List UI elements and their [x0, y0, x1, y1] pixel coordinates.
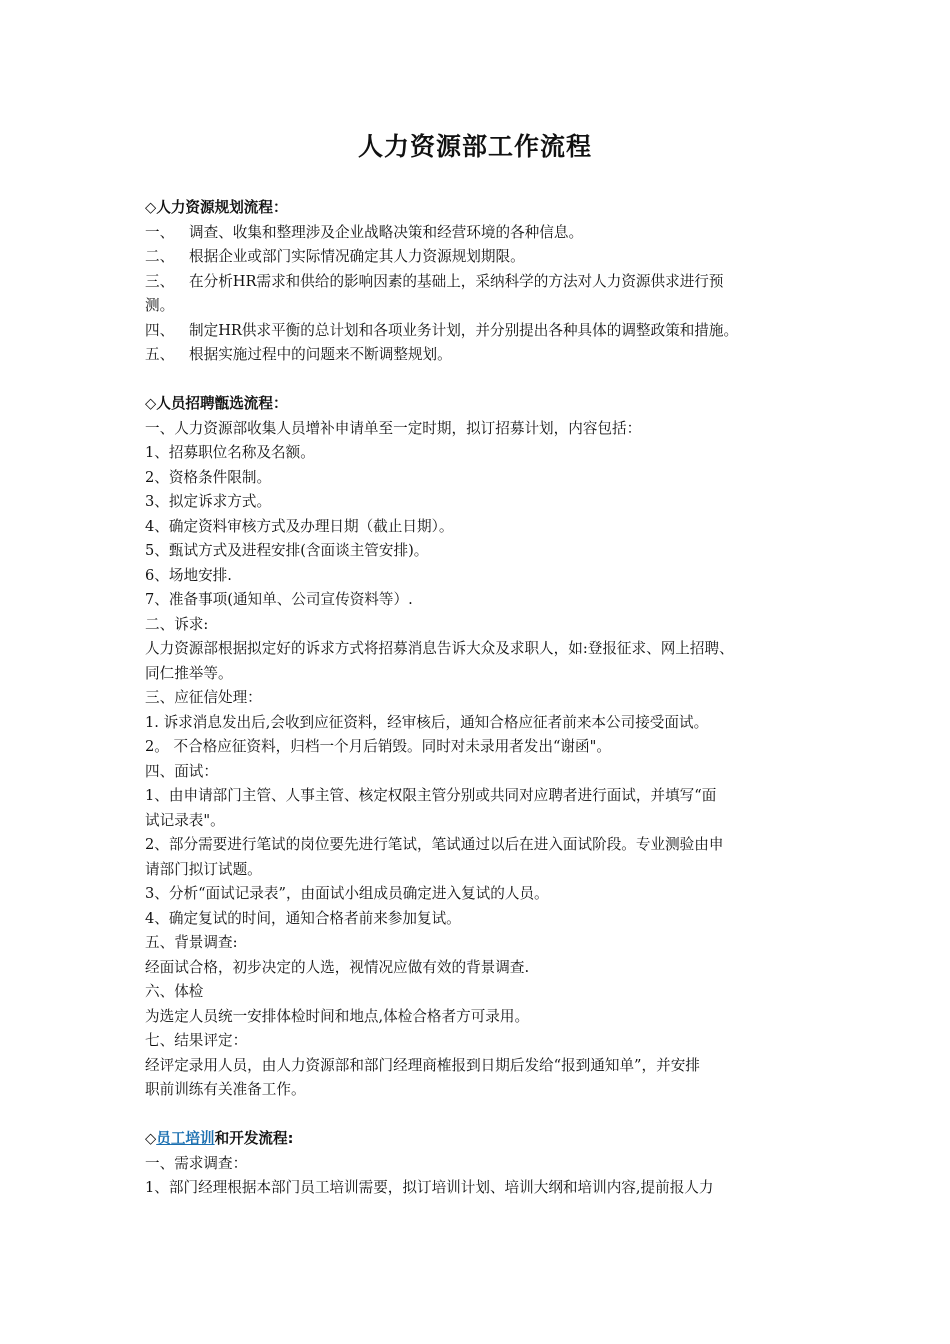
- item-number: 四、: [145, 321, 175, 339]
- list-item: [145, 343, 820, 368]
- text-line: 三、应征信处理：: [145, 689, 262, 706]
- page-title: 人力资源部工作流程: [357, 132, 592, 161]
- heading-prefix: ◇: [145, 1130, 157, 1147]
- text-line: 一、人力资源部收集人员增补申请单至一定时期，拟订招募计划，内容包括：: [145, 419, 642, 437]
- text-line: 4、确定复试的时间，通知合格者前来参加复试。: [145, 909, 461, 927]
- item-text: 测。: [145, 297, 175, 314]
- text-line: 人力资源部根据拟定好的诉求方式将招募消息告诉大众及求职人，如:登报征求、网上招聘、: [145, 640, 734, 657]
- heading-suffix: 和开发流程:: [214, 1130, 294, 1147]
- item-text: 制定HR供求平衡的总计划和各项业务计划，并分别提出各种具体的调整政策和措施。: [189, 321, 739, 339]
- section-heading-planning: ◇人力资源规划流程：: [145, 199, 288, 216]
- text-line: 经评定录用人员，由人力资源部和部门经理商榷报到日期后发给“报到通知单”，并安排: [145, 1056, 700, 1074]
- text-line: 请部门拟订试题。: [145, 860, 262, 878]
- text-line: 2、资格条件限制。: [145, 468, 272, 486]
- text-line: 5、甄试方式及进程安排(含面谈主管安排)。: [145, 542, 429, 559]
- text-line: 二、诉求:: [145, 615, 209, 633]
- text-line: 试记录表"。: [145, 811, 225, 829]
- spacer: [145, 368, 820, 393]
- list-item-continuation: [145, 294, 820, 319]
- text-line: 四、面试：: [145, 762, 218, 780]
- item-text: 调查、收集和整理涉及企业战略决策和经营环境的各种信息。: [189, 223, 584, 241]
- text-line: 4、确定资料审核方式及办理日期（截止日期）。: [145, 517, 454, 535]
- text-line: 3、分析“面试记录表”，由面试小组成员确定进入复试的人员。: [145, 885, 549, 902]
- section-heading-recruiting: ◇人员招聘甑选流程：: [145, 395, 288, 412]
- document-body: [145, 196, 820, 1201]
- text-line: 3、拟定诉求方式。: [145, 493, 272, 510]
- list-item: [145, 221, 820, 246]
- list-item: [145, 270, 820, 295]
- text-line: 一、需求调查：: [145, 1154, 248, 1172]
- section-heading-training: [145, 1127, 820, 1152]
- item-number: 五、: [145, 346, 175, 363]
- text-line: 同仁推举等。: [145, 664, 233, 682]
- item-number: 一、: [145, 223, 175, 241]
- list-item: [145, 245, 820, 270]
- list-item: [145, 319, 820, 344]
- text-line: 1. 诉求消息发出后,会收到应征资料，经审核后，通知合格应征者前来本公司接受面试。: [145, 713, 709, 731]
- text-line: 五、背景调查:: [145, 934, 238, 951]
- training-link[interactable]: 员工培训: [156, 1130, 215, 1147]
- spacer: [145, 1103, 820, 1128]
- item-number: 三、: [145, 272, 175, 290]
- text-line: 7、准备事项(通知单、公司宣传资料等）.: [145, 591, 413, 608]
- text-line: 1、招募职位名称及名额。: [145, 444, 315, 461]
- item-text: 根据企业或部门实际情况确定其人力资源规划期限。: [189, 248, 525, 265]
- text-line: 经面试合格，初步决定的人选，视情况应做有效的背景调查.: [145, 958, 530, 976]
- item-text: 在分析HR需求和供给的影响因素的基础上，采纳科学的方法对人力资源供求进行预: [189, 272, 724, 290]
- text-line: 职前训练有关准备工作。: [145, 1081, 306, 1098]
- text-line: 为选定人员统一安排体检时间和地点,体检合格者方可录用。: [145, 1007, 530, 1025]
- text-line: 1、部门经理根据本部门员工培训需要，拟订培训计划、培训大纲和培训内容,提前报人力: [145, 1179, 714, 1196]
- text-line: 6、场地安排.: [145, 566, 232, 584]
- item-text: 根据实施过程中的问题来不断调整规划。: [189, 346, 452, 363]
- text-line: 2。 不合格应征资料，归档一个月后销毁。同时对未录用者发出“谢函"。: [145, 738, 611, 755]
- item-number: 二、: [145, 248, 175, 265]
- text-line: 1、由申请部门主管、人事主管、核定权限主管分别或共同对应聘者进行面试，并填写“面: [145, 787, 717, 804]
- text-line: 七、结果评定：: [145, 1032, 248, 1049]
- text-line: 2、部分需要进行笔试的岗位要先进行笔试，笔试通过以后在进入面试阶段。专业测验由申: [145, 836, 724, 853]
- text-line: 六、体检: [145, 983, 204, 1000]
